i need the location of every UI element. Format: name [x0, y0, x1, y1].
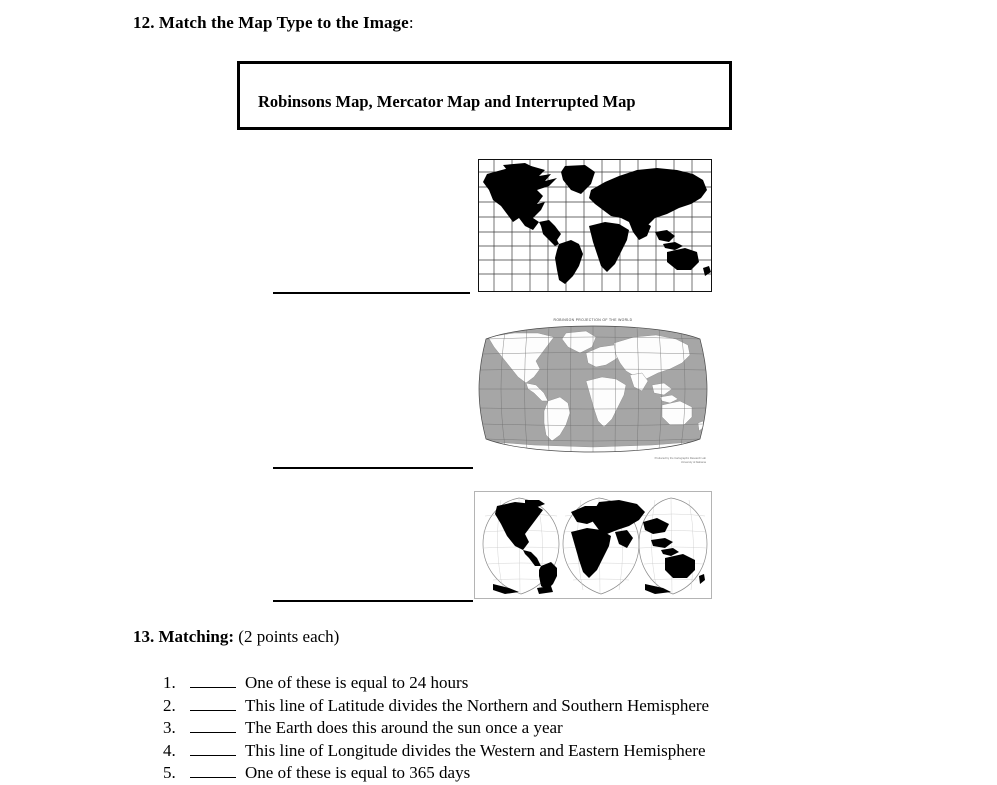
matching-item-2	[163, 695, 953, 718]
matching-answer-blank[interactable]	[190, 742, 236, 756]
robinson-map-image	[474, 313, 712, 468]
matching-item-text: One of these is equal to 24 hours	[245, 673, 469, 692]
robinson-map-body	[474, 313, 712, 468]
robinson-map-credit	[655, 457, 706, 464]
matching-item-number: 2.	[163, 695, 176, 715]
robinson-credit-line-1: Produced by the Cartographic Research Lab	[654, 457, 706, 461]
word-bank-text: Robinsons Map, Mercator Map and Interrupted Map	[258, 92, 636, 111]
map-answer-blank-2[interactable]	[273, 467, 473, 469]
robinson-map-svg	[474, 313, 712, 468]
question-12-number: 12.	[133, 13, 155, 32]
matching-item-text: The Earth does this around the sun once a year	[245, 718, 563, 738]
matching-item-text: One of these is equal to 365 days	[245, 763, 471, 783]
matching-item-text: This line of Longitude divides the Western and Eastern Hemisphere	[245, 740, 706, 760]
question-13-number: 13.	[133, 627, 155, 646]
question-12-heading	[133, 13, 414, 33]
map-answer-blank-3[interactable]	[273, 600, 473, 602]
mercator-map-svg	[479, 160, 712, 292]
question-12-colon: :	[408, 13, 414, 32]
question-12-title: Match the Map Type to the Image	[158, 13, 409, 32]
matching-item-number: 4.	[163, 740, 176, 760]
matching-list	[163, 672, 953, 785]
map-answer-blank-1[interactable]	[273, 292, 470, 294]
interrupted-map-image	[474, 491, 712, 599]
matching-answer-blank[interactable]	[190, 764, 236, 778]
matching-answer-blank[interactable]	[190, 697, 236, 711]
matching-item-number: 1.	[163, 673, 176, 692]
mercator-map-image	[478, 159, 712, 292]
word-bank-box	[237, 61, 732, 130]
question-13-title: Matching:	[158, 627, 235, 646]
matching-item-number: 3.	[163, 718, 176, 738]
question-13-points: (2 points each)	[238, 627, 340, 646]
robinson-map-title: ROBINSON PROJECTION OF THE WORLD	[553, 318, 633, 322]
question-13-heading	[133, 627, 339, 647]
matching-item-text: This line of Latitude divides the Northern and Southern Hemisphere	[245, 695, 710, 715]
matching-item-5	[163, 762, 953, 785]
robinson-credit-line-2: University of Alabama	[680, 460, 706, 464]
matching-answer-blank[interactable]	[190, 719, 236, 733]
interrupted-map-svg	[475, 492, 712, 599]
matching-item-4	[163, 740, 953, 763]
matching-answer-blank[interactable]	[190, 674, 236, 688]
matching-item-number: 5.	[163, 763, 176, 783]
matching-item-3	[163, 717, 953, 740]
matching-item-1	[163, 672, 953, 695]
